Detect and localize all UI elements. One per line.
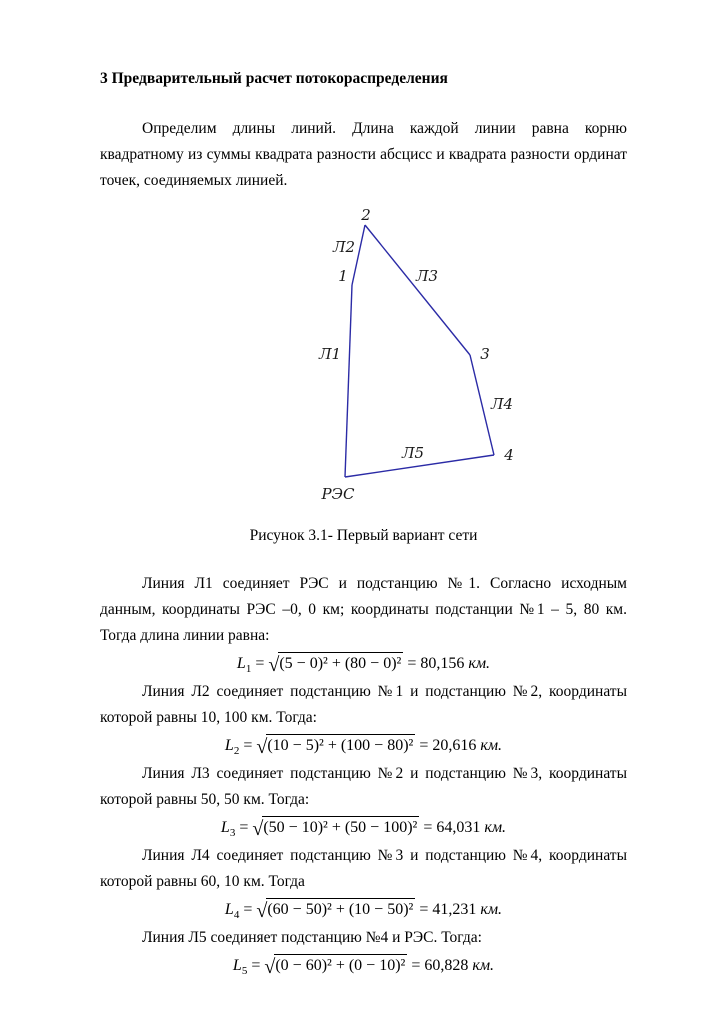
formula-variable	[224, 901, 240, 922]
paragraph-line-l1: Линия Л1 соединяет РЭС и подстанцию №1. Согласно исходным данным, координаты РЭС –0, 0 км; координаты подстанции №1 – 5, 80 км. Тогда длина линии равна:	[100, 575, 627, 644]
radicand: (0 − 60)² + (0 − 10)²	[274, 954, 407, 977]
radical-sign: √	[252, 818, 264, 840]
radicand: (50 − 10)² + (50 − 100)²	[262, 816, 419, 839]
edge-line-l3	[365, 225, 470, 355]
sqrt-expression	[256, 895, 415, 926]
formula-variable	[236, 655, 252, 676]
formula-unit: км.	[472, 957, 495, 974]
edge-label-l4: Л4	[490, 395, 514, 413]
edge-label-l3: Л3	[415, 267, 439, 285]
node-label-4: 4	[504, 446, 514, 464]
sqrt-expression	[252, 813, 419, 844]
formula-variable	[232, 957, 248, 978]
formula-result: = 20,616	[419, 737, 477, 754]
formula-l2	[100, 731, 627, 761]
node-label-3: 3	[480, 345, 490, 363]
formula-var-letter: L	[224, 901, 234, 918]
paragraph-line-l2: Линия Л2 соединяет подстанцию №1 и подстанцию №2, координаты которой равны 10, 100 км. Тогда:	[100, 683, 627, 726]
node-label-2: 2	[361, 206, 371, 224]
radicand: (5 − 0)² + (80 − 0)²	[278, 652, 403, 675]
formula-result: = 64,031	[423, 819, 481, 836]
formula-var-subscript: 2	[233, 745, 240, 758]
radical-sign: √	[256, 736, 268, 758]
formula-l5	[100, 951, 627, 981]
edge-line-l1	[345, 285, 352, 477]
edge-label-l2: Л2	[332, 238, 356, 256]
formula-var-subscript: 1	[245, 663, 252, 676]
radical-sign: √	[264, 956, 276, 978]
paragraph-line-l4: Линия Л4 соединяет подстанцию №3 и подстанцию №4, координаты которой равны 60, 10 км. Тогда	[100, 847, 627, 890]
equals-sign: =	[251, 957, 261, 974]
sqrt-expression	[264, 951, 407, 982]
equals-sign: =	[243, 901, 253, 918]
paragraph-line-l5: Линия Л5 соединяет подстанцию №4 и РЭС. Тогда:	[142, 929, 482, 946]
formula-variable	[220, 819, 236, 840]
formula-result: = 80,156	[407, 655, 465, 672]
figure	[100, 202, 627, 549]
formula-unit: км.	[480, 737, 503, 754]
radicand: (10 − 5)² + (100 − 80)²	[266, 734, 415, 757]
edge-label-l1: Л1	[318, 345, 342, 363]
formula-var-subscript: 4	[233, 909, 240, 922]
node-label-res: РЭС	[321, 485, 355, 503]
formula-var-letter: L	[220, 819, 230, 836]
formula-var-subscript: 3	[229, 827, 236, 840]
formula-unit: км.	[480, 901, 503, 918]
node-label-1: 1	[338, 267, 348, 285]
radicand: (60 − 50)² + (10 − 50)²	[266, 898, 415, 921]
formula-l4	[100, 895, 627, 925]
formula-l3	[100, 813, 627, 843]
equals-sign: =	[239, 819, 249, 836]
formula-variable	[224, 737, 240, 758]
document-content	[100, 66, 627, 981]
equals-sign: =	[243, 737, 253, 754]
sqrt-expression	[268, 649, 403, 680]
formula-var-subscript: 5	[241, 965, 248, 978]
formula-l1	[100, 649, 627, 679]
formula-unit: км.	[484, 819, 507, 836]
formula-var-letter: L	[236, 655, 246, 672]
radical-sign: √	[268, 654, 280, 676]
edge-label-l5: Л5	[401, 444, 425, 462]
intro-paragraph: Определим длины линий. Длина каждой линии равна корню квадратному из суммы квадрата разности абсцисс и квадрата разности ординат точек, соединяемых линией.	[100, 120, 627, 189]
formula-result: = 41,231	[419, 901, 477, 918]
radical-sign: √	[256, 900, 268, 922]
sqrt-expression	[256, 731, 415, 762]
network-edges	[345, 225, 494, 477]
formula-result: = 60,828	[411, 957, 469, 974]
formula-var-letter: L	[224, 737, 234, 754]
network-diagram	[100, 202, 627, 507]
section-heading: 3 Предварительный расчет потокораспределения	[100, 70, 448, 87]
equals-sign: =	[255, 655, 265, 672]
formula-var-letter: L	[232, 957, 242, 974]
formula-unit: км.	[468, 655, 491, 672]
figure-caption: Рисунок 3.1- Первый вариант сети	[249, 527, 478, 544]
paragraph-line-l3: Линия Л3 соединяет подстанцию №2 и подстанцию №3, координаты которой равны 50, 50 км. Тогда:	[100, 765, 627, 808]
